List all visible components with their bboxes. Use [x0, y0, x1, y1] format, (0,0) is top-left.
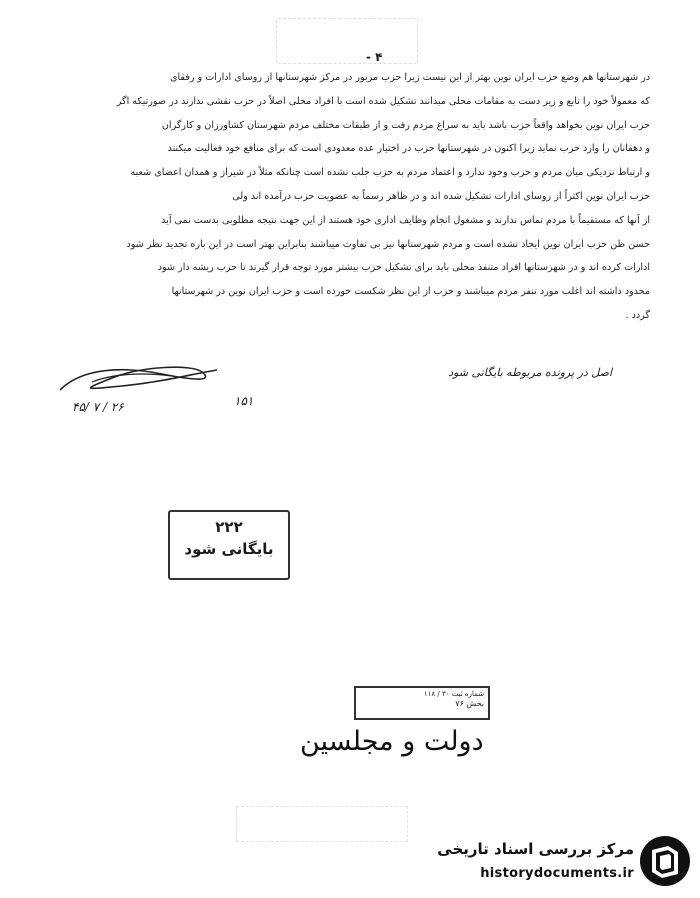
archive-stamp-label: بایگانی شود — [184, 540, 274, 558]
category-title: دولت و مجلسین — [300, 726, 484, 757]
body-line: ادارات کرده اند و در شهرستانها افراد متنفذ محلی باید برای تشکیل حزب بیشتر مورد توجه قرار گیرند تا حزب ریشه دار شود — [157, 262, 650, 274]
body-line: حزب ایران نوین اکثراً از روسای ادارات تشکیل شده اند و در ظاهر رسماً به عضویت حزب درآمده اند ولی — [232, 190, 650, 202]
watermark-website: historydocuments.ir — [480, 866, 634, 881]
handwritten-annotation — [52, 360, 612, 420]
signature-number: ۱۵۱ — [234, 394, 254, 408]
body-line: حسن ظن حزب ایران نوین ایجاد نشده است و مردم شهرستانها نیز بی تفاوت میباشند بنابراین بهتر است در این باره تجدید نظر شود — [126, 238, 650, 250]
body-line: حزب ایران نوین بخواهد واقعاً حزب باشد باید به سراغ مردم رفت و از طبقات مختلف مردم شهرستان کشاورزان و کارگران — [161, 119, 650, 131]
registry-stamp — [354, 686, 490, 720]
watermark-name: مرکز بررسی اسناد تاریخی — [437, 840, 634, 858]
signature-scribble — [52, 360, 222, 400]
body-line: و ارتباط نزدیکی میان مردم و حزب وجود ندارد و اعتماد مردم به حزب جلب نشده است چنانکه مثلاً در شیراز و همدان اعضای شعبه — [130, 167, 650, 179]
body-line: گردد . — [625, 309, 650, 321]
registry-stamp-line2: بخش ۷۶ — [455, 699, 484, 708]
archive-stamp — [168, 510, 290, 580]
registry-stamp-line1: شماره ثبت ۳۰ / ۱۱۸ — [423, 690, 484, 698]
body-line: که معمولاً خود را تابع و زیر دست به مقامات محلی میدانند تشکیل شده است با افراد محلی اصلاً در حزب نقشی ندارند در صورتیکه اگر — [116, 95, 650, 107]
faded-stamp-bottom — [236, 806, 408, 842]
faded-stamp-top — [276, 18, 418, 64]
page-mark: ۴ - — [366, 50, 383, 64]
signature-date: ۴۵/ ۷ / ۲۶ — [72, 400, 124, 414]
body-line: از آنها که مستقیماً با مردم تماس ندارند و مشغول انجام وظایف اداری خود هستند از این جهت نتیجه مطلوبی بدست نمی آید — [161, 214, 650, 226]
body-line: محدود داشته اند اغلب مورد تنفر مردم میباشند و حزب از این نظر شکست خورده است و حزب ایران نوین در شهرستانها — [171, 286, 650, 298]
signature-note: اصل در پرونده مربوطه بایگانی شود — [448, 366, 612, 379]
body-line: در شهرستانها هم وضع حزب ایران نوین بهتر از این نیست زیرا حزب مزبور در مرکز شهرستانها از روسای ادارات و رفقای — [170, 72, 650, 83]
document-body — [58, 66, 650, 328]
archive-logo-icon — [638, 834, 692, 888]
archive-stamp-number: ۲۲۲ — [215, 518, 243, 536]
watermark — [424, 832, 694, 892]
body-line: و دهقانان را وارد حزب نماید زیرا اکنون در شهرستانها حزب در اختیار عده معدودی است که برای منافع خود فعالیت میکنند — [167, 143, 650, 155]
